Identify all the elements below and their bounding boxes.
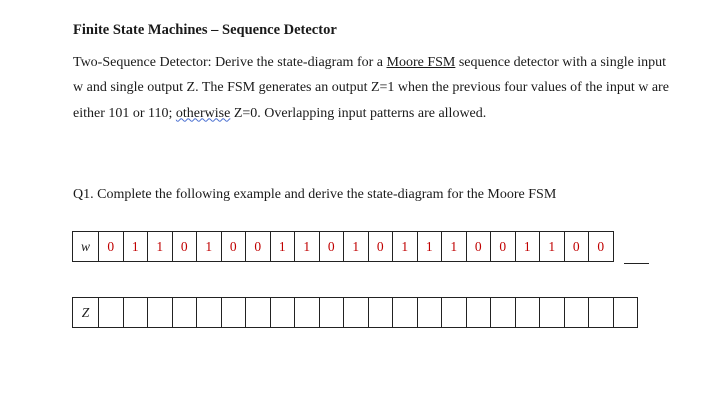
z-output-cell[interactable] <box>246 298 271 328</box>
w-bit-cell: 0 <box>368 232 393 262</box>
z-output-cell[interactable] <box>491 298 516 328</box>
w-bit-cell: 1 <box>442 232 467 262</box>
question-q1: Q1. Complete the following example and derive the state-diagram for the Moore FSM <box>73 187 557 202</box>
input-w-row <box>73 232 614 262</box>
z-output-cell[interactable] <box>344 298 369 328</box>
w-bit-cell: 0 <box>564 232 589 262</box>
w-bit-cell: 1 <box>295 232 320 262</box>
z-output-cell[interactable] <box>221 298 246 328</box>
z-output-cell[interactable] <box>295 298 320 328</box>
statement-part-2: sequence detector with a single input w and single output Z. The FSM generates an output Z=1 when the previous four values of the input w are either 101 or 110; <box>73 55 669 121</box>
z-output-cell[interactable] <box>442 298 467 328</box>
z-output-cell[interactable] <box>172 298 197 328</box>
z-output-cell[interactable] <box>393 298 418 328</box>
w-bit-cell: 1 <box>197 232 222 262</box>
z-output-cell[interactable] <box>613 298 638 328</box>
z-output-cell[interactable] <box>148 298 173 328</box>
w-row-tail-line <box>624 263 649 264</box>
w-bit-cell: 1 <box>344 232 369 262</box>
otherwise-text: otherwise <box>175 105 231 121</box>
moore-fsm-text: Moore FSM <box>386 55 456 70</box>
w-row-label: w <box>73 232 99 262</box>
w-bit-cell: 1 <box>123 232 148 262</box>
z-output-cell[interactable] <box>466 298 491 328</box>
statement-part-3: Z=0. Overlapping input patterns are allowed. <box>230 105 487 121</box>
z-output-cell[interactable] <box>197 298 222 328</box>
z-output-cell[interactable] <box>270 298 295 328</box>
z-output-cell[interactable] <box>99 298 124 328</box>
w-bit-cell: 1 <box>540 232 565 262</box>
output-z-row <box>73 298 638 328</box>
w-bit-cell: 1 <box>148 232 173 262</box>
w-bit-cell: 0 <box>99 232 124 262</box>
w-bit-cell: 1 <box>515 232 540 262</box>
z-output-cell[interactable] <box>589 298 614 328</box>
w-bit-cell: 0 <box>246 232 271 262</box>
z-output-cell[interactable] <box>515 298 540 328</box>
output-z-table <box>72 297 638 328</box>
statement-part-1: Two-Sequence Detector: Derive the state-diagram for a <box>73 55 387 70</box>
z-output-cell[interactable] <box>564 298 589 328</box>
z-output-cell[interactable] <box>417 298 442 328</box>
w-bit-cell: 0 <box>466 232 491 262</box>
w-bit-cell: 0 <box>319 232 344 262</box>
w-bit-cell: 0 <box>589 232 614 262</box>
w-bit-cell: 1 <box>270 232 295 262</box>
z-output-cell[interactable] <box>319 298 344 328</box>
w-bit-cell: 0 <box>221 232 246 262</box>
z-output-cell[interactable] <box>368 298 393 328</box>
w-bit-cell: 1 <box>417 232 442 262</box>
z-output-cell[interactable] <box>123 298 148 328</box>
document-title: Finite State Machines – Sequence Detector <box>73 22 337 38</box>
w-bit-cell: 0 <box>172 232 197 262</box>
input-w-table <box>72 231 614 262</box>
problem-statement <box>73 50 673 126</box>
z-row-label: Z <box>73 298 99 328</box>
w-bit-cell: 1 <box>393 232 418 262</box>
w-bit-cell: 0 <box>491 232 516 262</box>
z-output-cell[interactable] <box>540 298 565 328</box>
